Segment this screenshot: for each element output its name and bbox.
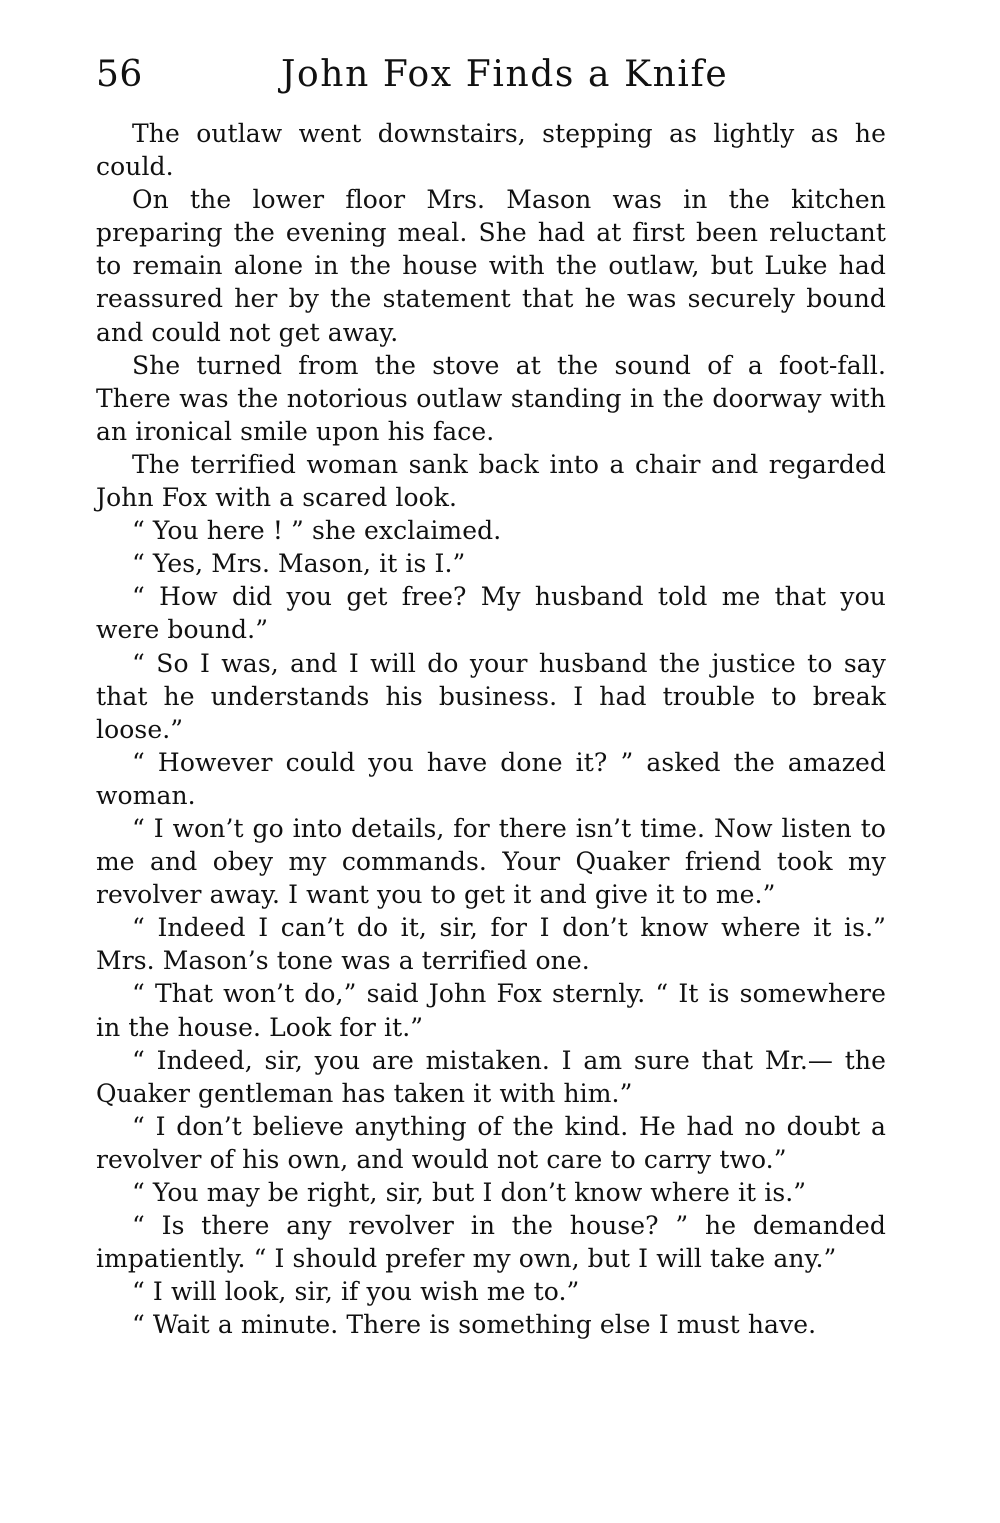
paragraph: “ Yes, Mrs. Mason, it is I.” (132, 549, 466, 579)
paragraph: “ So I was, and I will do your husband the justice to say that he understands his business. I had trouble to break loose.” (96, 648, 886, 744)
paragraph: The terrified woman sank back into a chair and regarded John Fox with a scared look. (96, 449, 886, 513)
paragraph: “ How did you get free? My husband told me that you were bound.” (96, 582, 886, 645)
paragraph: The outlaw went downstairs, stepping as lightly as he could. (96, 119, 886, 182)
paragraph: “ You may be right, sir, but I don’t know where it is.” (132, 1178, 807, 1207)
running-head: John Fox Finds a Knife (281, 54, 729, 95)
paragraph: “ I won’t go into details, for there isn’t time. Now listen to me and obey my commands. Your Quaker friend took my revolver away. I want you to get it and give it to me.” (96, 813, 886, 910)
paragraph: She turned from the stove at the sound of a foot-fall. There was the notorious outlaw standing in the doorway with an ironical smile upon his face. (96, 350, 886, 446)
paragraph: On the lower floor Mrs. Mason was in the kitchen preparing the evening meal. She had at first been reluctant to remain alone in the house with the outlaw, but Luke had reassured her by the statement that he was securely bound and could not get away. (96, 185, 886, 347)
body-text (96, 117, 886, 1341)
paragraph: “ Indeed, sir, you are mistaken. I am sure that Mr.— the Quaker gentleman has taken it with him.” (96, 1045, 886, 1108)
paragraph: “ Wait a minute. There is something else I must have. (132, 1310, 817, 1340)
page-header (96, 47, 886, 109)
paragraph: “ I will look, sir, if you wish me to.” (132, 1277, 580, 1307)
paragraph: “ Indeed I can’t do it, sir, for I don’t know where it is.” Mrs. Mason’s tone was a terrified one. (96, 913, 886, 976)
page-number: 56 (96, 54, 143, 95)
paragraph: “ I don’t believe anything of the kind. He had no doubt a revolver of his own, and would not care to carry two.” (96, 1111, 886, 1174)
paragraph: “ Is there any revolver in the house? ” he demanded impatiently. “ I should prefer my own, but I will take any.” (96, 1211, 886, 1274)
paragraph: “ That won’t do,” said John Fox sternly. “ It is somewhere in the house. Look for it.” (96, 979, 886, 1042)
paragraph: “ You here ! ” she exclaimed. (132, 516, 502, 546)
paragraph: “ However could you have done it? ” asked the amazed woman. (96, 747, 886, 810)
